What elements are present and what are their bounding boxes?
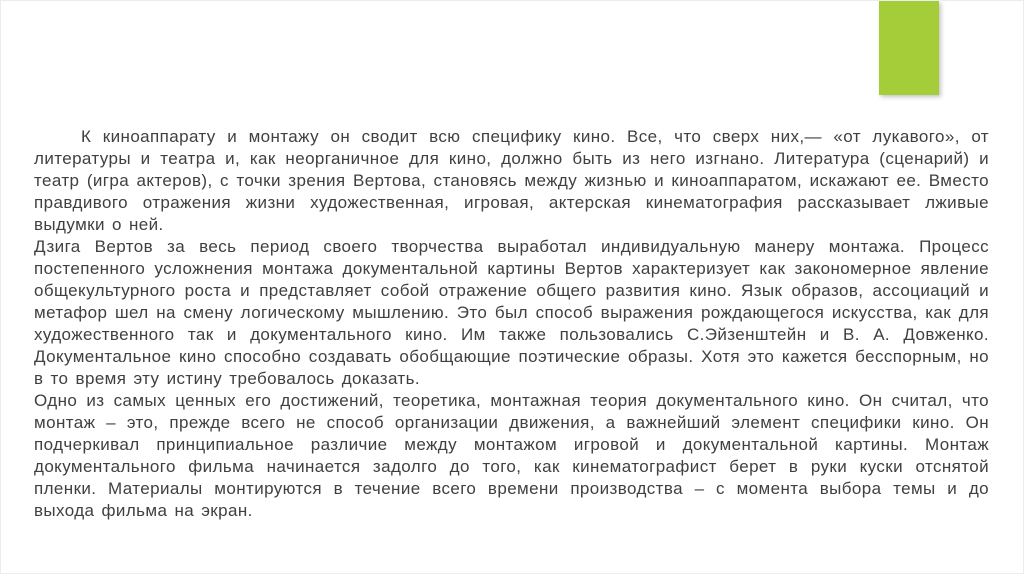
accent-rectangle	[879, 1, 939, 95]
paragraph-3: Одно из самых ценных его достижений, теоретика, монтажная теория документального кино. Он считал, что монтаж – это, прежде всего не способ организации движения, а важнейший элемент специфики кино. Он подчеркивал принципиальное различие между монтажом игровой и документальной картины. Монтаж документального фильма начинается задолго до того, как кинематографист берет в руки куски отснятой пленки. Материалы монтируются в течение всего времени производства – с момента выбора темы и до выхода фильма на экран.	[34, 391, 989, 520]
paragraph-1: К киноаппарату и монтажу он сводит всю специфику кино. Все, что сверх них,— «от лукавого», от литературы и театра и, как неорганичное для кино, должно быть из него изгнано. Литература (сценарий) и театр (игра актеров), с точки зрения Вертова, становясь между жизнью и киноаппаратом, искажают ее. Вместо правдивого отражения жизни художественная, игровая, актерская кинематография рассказывает лживые выдумки о ней.	[34, 127, 989, 234]
slide-body-text	[34, 126, 989, 522]
paragraph-2: Дзига Вертов за весь период своего творчества выработал индивидуальную манеру монтажа. Процесс постепенного усложнения монтажа документальной картины Вертов характеризует как закономерное явление общекультурного роста и представляет собой отражение общего развития кино. Язык образов, ассоциаций и метафор шел на смену логическому мышлению. Это был способ выражения рождающегося искусства, как для художественного так и документального кино. Им также пользовались С.Эйзенштейн и В. А. Довженко. Документальное кино способно создавать обобщающие поэтические образы. Хотя это кажется бесспорным, но в то время эту истину требовалось доказать.	[34, 237, 989, 388]
